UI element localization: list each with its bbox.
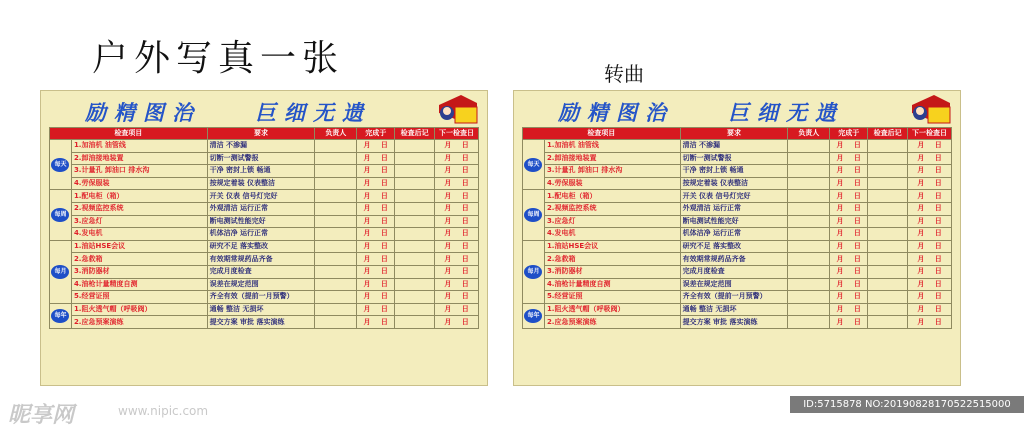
responsible-cell	[788, 265, 830, 278]
responsible-cell	[315, 190, 357, 203]
completed-date: 月 日	[357, 165, 395, 178]
requirement: 清洁 不渗漏	[680, 140, 788, 153]
inspection-note-cell	[395, 152, 435, 165]
check-item: 1.配电柜（箱）	[544, 190, 680, 203]
table-row	[50, 177, 479, 190]
check-item: 3.应急灯	[71, 215, 207, 228]
checklist-table	[49, 127, 479, 329]
responsible-cell	[788, 177, 830, 190]
inspection-note-cell	[868, 140, 908, 153]
next-check-date: 月 日	[435, 278, 479, 291]
page-heading-right: 转曲	[604, 62, 644, 86]
frequency-cell	[523, 303, 545, 328]
next-check-date: 月 日	[435, 253, 479, 266]
column-header: 要求	[680, 128, 788, 140]
inspection-note-cell	[395, 177, 435, 190]
check-item: 1.阻火透气帽（呼吸阀）	[71, 303, 207, 316]
frequency-badge: 每天	[51, 158, 69, 172]
next-check-date: 月 日	[435, 303, 479, 316]
inspection-note-cell	[395, 202, 435, 215]
next-check-date: 月 日	[435, 140, 479, 153]
responsible-cell	[315, 278, 357, 291]
requirement: 机体洁净 运行正常	[680, 228, 788, 241]
frequency-badge: 每月	[524, 265, 542, 279]
completed-date: 月 日	[830, 291, 868, 304]
completed-date: 月 日	[830, 177, 868, 190]
responsible-cell	[788, 240, 830, 253]
responsible-cell	[788, 228, 830, 241]
requirement: 完成月度检查	[207, 265, 315, 278]
requirement: 机体洁净 运行正常	[207, 228, 315, 241]
next-check-date: 月 日	[435, 190, 479, 203]
table-row	[50, 165, 479, 178]
inspection-note-cell	[868, 165, 908, 178]
completed-date: 月 日	[357, 316, 395, 329]
frequency-cell	[50, 240, 72, 303]
completed-date: 月 日	[830, 152, 868, 165]
completed-date: 月 日	[357, 152, 395, 165]
inspection-note-cell	[868, 228, 908, 241]
next-check-date: 月 日	[908, 152, 952, 165]
table-row	[523, 316, 952, 329]
next-check-date: 月 日	[908, 253, 952, 266]
check-item: 3.消防器材	[71, 265, 207, 278]
completed-date: 月 日	[830, 190, 868, 203]
frequency-badge: 每年	[524, 309, 542, 323]
requirement: 有效期常规药品齐备	[680, 253, 788, 266]
column-header: 完成于	[830, 128, 868, 140]
requirement: 切断一测试警报	[680, 152, 788, 165]
check-item: 2.急救箱	[71, 253, 207, 266]
next-check-date: 月 日	[908, 278, 952, 291]
check-item: 2.卸油接地装置	[544, 152, 680, 165]
frequency-cell	[50, 303, 72, 328]
mascot-icon	[435, 93, 479, 129]
responsible-cell	[788, 278, 830, 291]
next-check-date: 月 日	[435, 291, 479, 304]
column-header: 要求	[207, 128, 315, 140]
inspection-note-cell	[395, 303, 435, 316]
completed-date: 月 日	[357, 228, 395, 241]
requirement: 齐全有效（提前一月预警）	[680, 291, 788, 304]
responsible-cell	[315, 265, 357, 278]
table-row	[50, 140, 479, 153]
table-header-row	[50, 128, 479, 140]
requirement: 研究不足 落实整改	[680, 240, 788, 253]
next-check-date: 月 日	[435, 240, 479, 253]
responsible-cell	[788, 165, 830, 178]
table-row	[523, 140, 952, 153]
inspection-note-cell	[395, 215, 435, 228]
completed-date: 月 日	[830, 228, 868, 241]
responsible-cell	[315, 228, 357, 241]
check-item: 3.计量孔 卸油口 排水沟	[71, 165, 207, 178]
check-item: 1.加油机 油管线	[71, 140, 207, 153]
frequency-cell	[523, 140, 545, 190]
responsible-cell	[788, 215, 830, 228]
inspection-note-cell	[868, 291, 908, 304]
table-row	[523, 165, 952, 178]
completed-date: 月 日	[830, 253, 868, 266]
table-row	[50, 202, 479, 215]
check-item: 3.计量孔 卸油口 排水沟	[544, 165, 680, 178]
responsible-cell	[315, 177, 357, 190]
table-row	[50, 253, 479, 266]
requirement: 干净 密封上锁 畅通	[680, 165, 788, 178]
requirement: 误差在规定范围	[207, 278, 315, 291]
inspection-note-cell	[868, 316, 908, 329]
inspection-note-cell	[868, 215, 908, 228]
board-title-part1: 励精图治	[558, 101, 674, 125]
completed-date: 月 日	[357, 278, 395, 291]
next-check-date: 月 日	[908, 228, 952, 241]
check-item: 4.油枪计量精度自测	[544, 278, 680, 291]
next-check-date: 月 日	[435, 316, 479, 329]
completed-date: 月 日	[357, 190, 395, 203]
completed-date: 月 日	[830, 316, 868, 329]
inspection-note-cell	[395, 240, 435, 253]
frequency-cell	[523, 190, 545, 240]
requirement: 通畅 整洁 无损坏	[680, 303, 788, 316]
inspection-note-cell	[395, 316, 435, 329]
check-item: 3.消防器材	[544, 265, 680, 278]
next-check-date: 月 日	[908, 316, 952, 329]
next-check-date: 月 日	[908, 190, 952, 203]
inspection-note-cell	[868, 240, 908, 253]
check-item: 4.发电机	[71, 228, 207, 241]
table-row	[523, 202, 952, 215]
requirement: 误差在规定范围	[680, 278, 788, 291]
check-item: 4.油枪计量精度自测	[71, 278, 207, 291]
table-row	[50, 265, 479, 278]
requirement: 切断一测试警报	[207, 152, 315, 165]
requirement: 外观清洁 运行正常	[207, 202, 315, 215]
frequency-cell	[50, 190, 72, 240]
inspection-note-cell	[868, 202, 908, 215]
check-item: 5.经营证照	[544, 291, 680, 304]
next-check-date: 月 日	[435, 177, 479, 190]
column-header: 下一检查日	[435, 128, 479, 140]
board-title-part2: 巨细无遗	[255, 101, 371, 125]
requirement: 提交方案 审批 落实演练	[680, 316, 788, 329]
check-item: 5.经营证照	[71, 291, 207, 304]
responsible-cell	[315, 316, 357, 329]
requirement: 通畅 整洁 无损坏	[207, 303, 315, 316]
table-header-row	[523, 128, 952, 140]
watermark-brand: 昵享网	[8, 403, 75, 428]
next-check-date: 月 日	[435, 152, 479, 165]
responsible-cell	[315, 165, 357, 178]
inspection-note-cell	[395, 291, 435, 304]
requirement: 外观清洁 运行正常	[680, 202, 788, 215]
responsible-cell	[788, 152, 830, 165]
inspection-note-cell	[395, 228, 435, 241]
responsible-cell	[788, 140, 830, 153]
responsible-cell	[788, 253, 830, 266]
check-item: 2.急救箱	[544, 253, 680, 266]
column-header: 检查后记	[395, 128, 435, 140]
frequency-cell	[50, 140, 72, 190]
completed-date: 月 日	[830, 303, 868, 316]
board-title-part2: 巨细无遗	[728, 101, 844, 125]
next-check-date: 月 日	[435, 265, 479, 278]
completed-date: 月 日	[830, 140, 868, 153]
inspection-note-cell	[395, 165, 435, 178]
next-check-date: 月 日	[908, 177, 952, 190]
table-row	[50, 190, 479, 203]
requirement: 按规定着装 仪表整洁	[207, 177, 315, 190]
requirement: 完成月度检查	[680, 265, 788, 278]
completed-date: 月 日	[357, 215, 395, 228]
check-item: 2.视频监控系统	[544, 202, 680, 215]
responsible-cell	[315, 253, 357, 266]
next-check-date: 月 日	[908, 202, 952, 215]
responsible-cell	[315, 202, 357, 215]
table-row	[523, 253, 952, 266]
table-row	[50, 240, 479, 253]
next-check-date: 月 日	[435, 228, 479, 241]
check-item: 1.配电柜（箱）	[71, 190, 207, 203]
completed-date: 月 日	[357, 177, 395, 190]
table-row	[50, 303, 479, 316]
column-header: 检查项目	[50, 128, 208, 140]
page-heading-left: 户外写真一张	[92, 38, 345, 79]
watermark-url: www.nipic.com	[118, 404, 209, 418]
next-check-date: 月 日	[908, 165, 952, 178]
frequency-badge: 每月	[51, 265, 69, 279]
table-row	[50, 152, 479, 165]
requirement: 干净 密封上锁 畅通	[207, 165, 315, 178]
check-item: 1.阻火透气帽（呼吸阀）	[544, 303, 680, 316]
table-row	[523, 215, 952, 228]
completed-date: 月 日	[357, 240, 395, 253]
next-check-date: 月 日	[908, 265, 952, 278]
board-title-part1: 励精图治	[85, 101, 201, 125]
requirement: 断电测试性能完好	[680, 215, 788, 228]
requirement: 研究不足 落实整改	[207, 240, 315, 253]
mascot-icon	[908, 93, 952, 129]
image-id-bar: ID:5715878 NO:20190828170522515000	[790, 396, 1024, 413]
check-item: 2.应急预案演练	[544, 316, 680, 329]
table-row	[50, 215, 479, 228]
responsible-cell	[315, 240, 357, 253]
check-item: 4.发电机	[544, 228, 680, 241]
next-check-date: 月 日	[908, 291, 952, 304]
completed-date: 月 日	[357, 303, 395, 316]
completed-date: 月 日	[357, 253, 395, 266]
completed-date: 月 日	[830, 240, 868, 253]
inspection-note-cell	[868, 265, 908, 278]
inspection-note-cell	[868, 190, 908, 203]
table-row	[523, 265, 952, 278]
completed-date: 月 日	[357, 202, 395, 215]
check-item: 1.加油机 油管线	[544, 140, 680, 153]
requirement: 提交方案 审批 落实演练	[207, 316, 315, 329]
board-title	[41, 95, 487, 125]
responsible-cell	[315, 215, 357, 228]
column-header: 负责人	[315, 128, 357, 140]
frequency-badge: 每天	[524, 158, 542, 172]
responsible-cell	[315, 152, 357, 165]
requirement: 断电测试性能完好	[207, 215, 315, 228]
completed-date: 月 日	[830, 165, 868, 178]
completed-date: 月 日	[830, 265, 868, 278]
responsible-cell	[315, 291, 357, 304]
next-check-date: 月 日	[908, 240, 952, 253]
check-item: 1.油站HSE会议	[544, 240, 680, 253]
completed-date: 月 日	[357, 265, 395, 278]
table-row	[50, 228, 479, 241]
next-check-date: 月 日	[908, 303, 952, 316]
completed-date: 月 日	[357, 291, 395, 304]
next-check-date: 月 日	[908, 215, 952, 228]
column-header: 检查后记	[868, 128, 908, 140]
responsible-cell	[315, 303, 357, 316]
check-item: 1.油站HSE会议	[71, 240, 207, 253]
board-title	[514, 95, 960, 125]
inspection-note-cell	[868, 253, 908, 266]
responsible-cell	[315, 140, 357, 153]
table-row	[523, 177, 952, 190]
table-row	[50, 278, 479, 291]
responsible-cell	[788, 190, 830, 203]
inspection-note-cell	[868, 278, 908, 291]
table-row	[523, 228, 952, 241]
completed-date: 月 日	[830, 215, 868, 228]
column-header: 完成于	[357, 128, 395, 140]
check-item: 3.应急灯	[544, 215, 680, 228]
next-check-date: 月 日	[435, 215, 479, 228]
responsible-cell	[788, 316, 830, 329]
check-item: 4.劳保服装	[71, 177, 207, 190]
requirement: 清洁 不渗漏	[207, 140, 315, 153]
table-row	[523, 190, 952, 203]
responsible-cell	[788, 303, 830, 316]
completed-date: 月 日	[830, 202, 868, 215]
table-row	[523, 240, 952, 253]
inspection-note-cell	[395, 265, 435, 278]
requirement: 按规定着装 仪表整洁	[680, 177, 788, 190]
checklist-table	[522, 127, 952, 329]
check-item: 2.应急预案演练	[71, 316, 207, 329]
requirement: 有效期常规药品齐备	[207, 253, 315, 266]
table-row	[523, 303, 952, 316]
completed-date: 月 日	[357, 140, 395, 153]
frequency-badge: 每年	[51, 309, 69, 323]
table-row	[50, 316, 479, 329]
next-check-date: 月 日	[908, 140, 952, 153]
column-header: 下一检查日	[908, 128, 952, 140]
check-item: 2.视频监控系统	[71, 202, 207, 215]
check-item: 2.卸油接地装置	[71, 152, 207, 165]
table-row	[523, 291, 952, 304]
checklist-board-left	[40, 90, 488, 386]
responsible-cell	[788, 202, 830, 215]
frequency-badge: 每周	[524, 208, 542, 222]
frequency-badge: 每周	[51, 208, 69, 222]
table-row	[523, 278, 952, 291]
inspection-note-cell	[868, 303, 908, 316]
inspection-note-cell	[395, 190, 435, 203]
requirement: 开关 仪表 信号灯完好	[680, 190, 788, 203]
column-header: 检查项目	[523, 128, 681, 140]
responsible-cell	[788, 291, 830, 304]
table-row	[50, 291, 479, 304]
inspection-note-cell	[868, 152, 908, 165]
inspection-note-cell	[395, 140, 435, 153]
inspection-note-cell	[868, 177, 908, 190]
requirement: 齐全有效（提前一月预警）	[207, 291, 315, 304]
next-check-date: 月 日	[435, 202, 479, 215]
next-check-date: 月 日	[435, 165, 479, 178]
table-row	[523, 152, 952, 165]
checklist-board-right	[513, 90, 961, 386]
check-item: 4.劳保服装	[544, 177, 680, 190]
requirement: 开关 仪表 信号灯完好	[207, 190, 315, 203]
column-header: 负责人	[788, 128, 830, 140]
frequency-cell	[523, 240, 545, 303]
inspection-note-cell	[395, 253, 435, 266]
completed-date: 月 日	[830, 278, 868, 291]
inspection-note-cell	[395, 278, 435, 291]
